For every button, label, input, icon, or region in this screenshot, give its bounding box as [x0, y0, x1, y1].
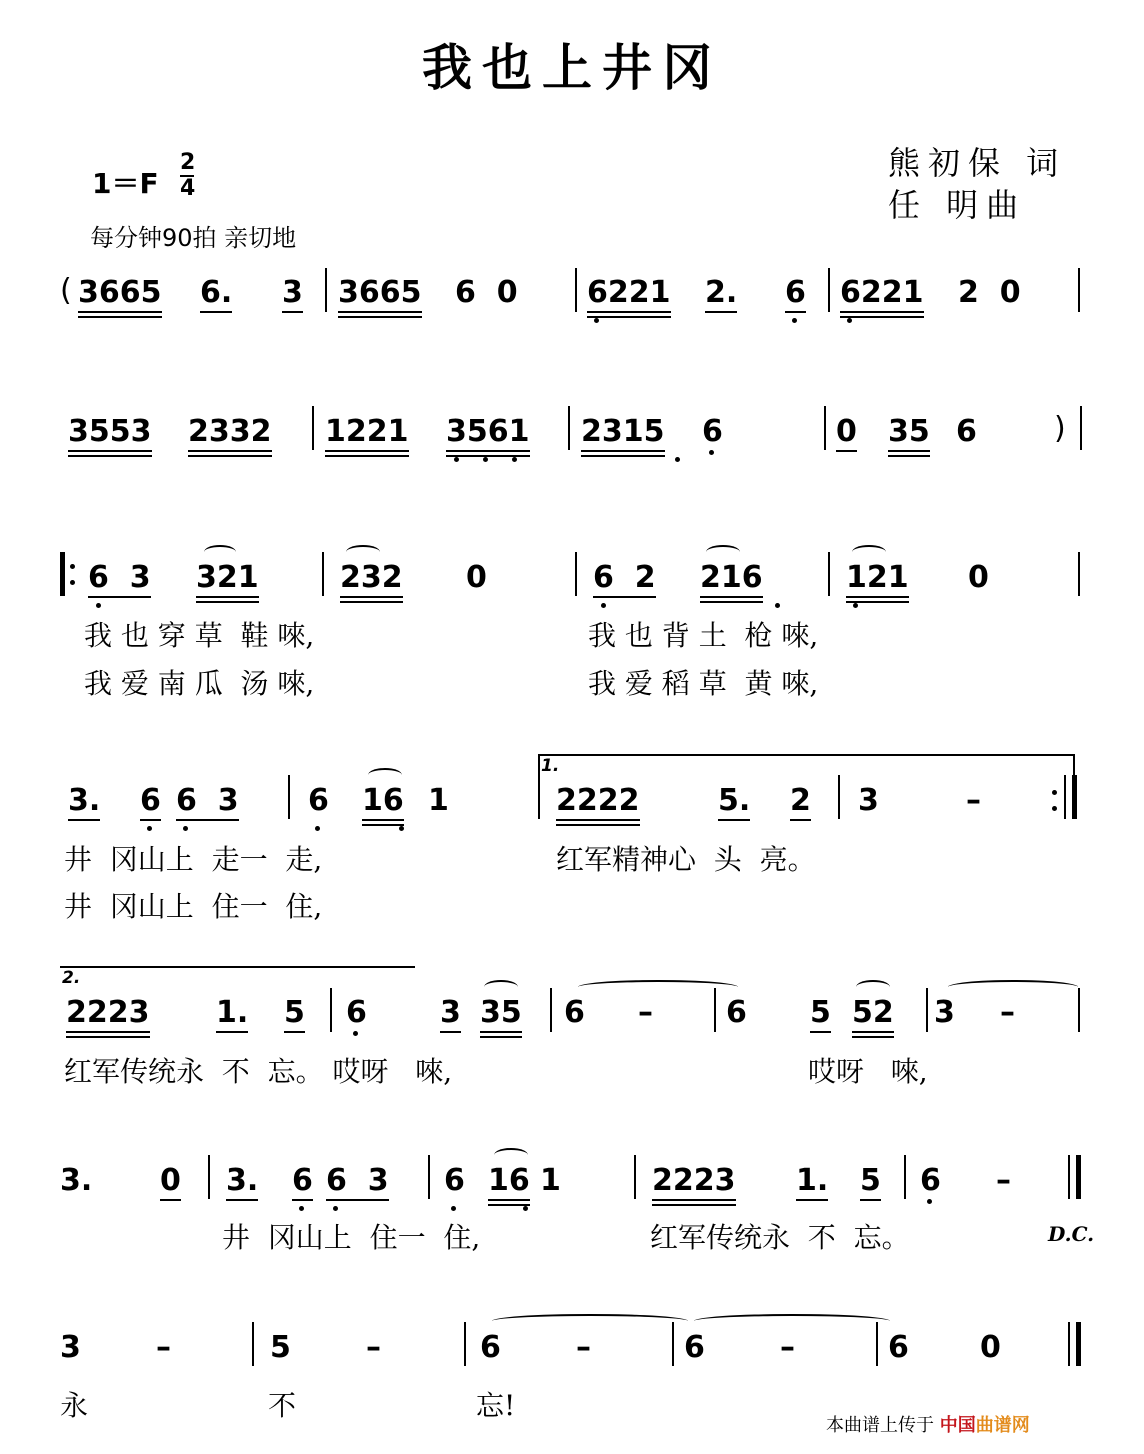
- note-group: 1221: [325, 414, 409, 449]
- note-group: 16: [488, 1163, 530, 1198]
- lyric-line5-a: 红军传统永 不 忘。 哎呀 唻,: [64, 1055, 453, 1088]
- note-group: –: [780, 1330, 795, 1365]
- note-group: –: [966, 783, 981, 818]
- note-group: 6: [956, 414, 977, 449]
- note-group: 6: [702, 414, 723, 449]
- note-group: 6.: [200, 275, 233, 310]
- lyric-line6-a: 井 冈山上 住一 住,: [222, 1221, 481, 1254]
- time-bottom: 4: [180, 176, 196, 201]
- barline: [312, 406, 314, 450]
- ending-2-label: 2.: [62, 968, 81, 988]
- note-group: 121: [846, 560, 909, 595]
- note-group: –: [156, 1330, 171, 1365]
- barline: [904, 1155, 906, 1199]
- note-group: 3.: [226, 1163, 259, 1198]
- barline: [1078, 988, 1080, 1032]
- note-group: 52: [852, 995, 894, 1030]
- note-group: 2223: [66, 995, 150, 1030]
- barline: [575, 268, 577, 312]
- note-group: 6 3: [88, 560, 151, 595]
- barline: [428, 1155, 430, 1199]
- note-group: 6221: [587, 275, 671, 310]
- note-group: 6: [726, 995, 747, 1030]
- barline: [1068, 1155, 1070, 1199]
- barline: [1078, 268, 1080, 312]
- note-group: 6 3: [176, 783, 239, 818]
- lyric-line6-b: 红军传统永 不 忘。: [650, 1221, 910, 1254]
- note-group: –: [996, 1163, 1011, 1198]
- note-group: 3561: [446, 414, 530, 449]
- note-group: 2315: [581, 414, 665, 449]
- composer-credit: 任 明曲: [888, 186, 1027, 224]
- da-capo-mark: D.C.: [1048, 1222, 1095, 1246]
- barline: [550, 988, 552, 1032]
- barline: [1078, 552, 1080, 596]
- note-group: 6: [785, 275, 806, 310]
- lyric-line7-b: 不: [268, 1389, 297, 1422]
- time-signature: [180, 152, 195, 200]
- barline: [538, 775, 540, 819]
- time-top: 2: [180, 150, 196, 175]
- note-group: 6: [292, 1163, 313, 1198]
- note-group: 0: [968, 560, 989, 595]
- song-title: 我也上井冈: [422, 38, 722, 97]
- note-group: 1.: [216, 995, 249, 1030]
- note-group: 6221: [840, 275, 924, 310]
- note-group: 0: [980, 1330, 1001, 1365]
- note-group: 3: [60, 1330, 81, 1365]
- lyricist-credit: 熊初保 词: [888, 144, 1067, 182]
- note-group: 16: [362, 783, 404, 818]
- barline: [828, 268, 830, 312]
- note-group: 6: [564, 995, 585, 1030]
- repeat-start: [60, 552, 65, 596]
- key-label: 1＝F: [92, 167, 159, 200]
- lyric-verse2-b: 我 爱 稻 草 黄 唻,: [588, 667, 819, 700]
- note-group: 3553: [68, 414, 152, 449]
- note-group: 6: [920, 1163, 941, 1198]
- lyric-line5-b: 哎呀 唻,: [808, 1055, 928, 1088]
- lyric-line7-c: 忘!: [476, 1389, 516, 1422]
- footer-logo-red: 中国: [939, 1415, 976, 1436]
- note-group: 3: [858, 783, 879, 818]
- barline: [926, 988, 928, 1032]
- note-group: 1: [540, 1163, 561, 1198]
- note-group: 3665: [78, 275, 162, 310]
- note-group: 2 0: [958, 275, 1021, 310]
- barline: [824, 406, 826, 450]
- repeat-end: [1064, 775, 1066, 819]
- lyric-verse1-a: 我 也 穿 草 鞋 唻,: [84, 619, 315, 652]
- note-group: –: [638, 995, 653, 1030]
- note-group: 3: [934, 995, 955, 1030]
- note-group: 6: [444, 1163, 465, 1198]
- note-group: 6: [888, 1330, 909, 1365]
- note-group: 6: [346, 995, 367, 1030]
- barline: [714, 988, 716, 1032]
- note-group: 216: [700, 560, 763, 595]
- barline: [568, 406, 570, 450]
- barline: [325, 268, 327, 312]
- note-group: 6: [140, 783, 161, 818]
- note-group: –: [1000, 995, 1015, 1030]
- barline: [330, 988, 332, 1032]
- note-group: 321: [196, 560, 259, 595]
- note-group: 1: [428, 783, 449, 818]
- note-group: 35: [480, 995, 522, 1030]
- note-group: 6 3: [326, 1163, 389, 1198]
- ending-1-label: 1.: [541, 756, 560, 776]
- barline: [575, 552, 577, 596]
- tempo-marking: 每分钟90拍 亲切地: [90, 224, 297, 252]
- footer-logo-orange: 曲谱网: [975, 1415, 1030, 1436]
- note-group: 2223: [652, 1163, 736, 1198]
- note-group: 0: [466, 560, 487, 595]
- barline: [252, 1322, 254, 1366]
- open-paren: (: [60, 273, 72, 308]
- ending-1-bracket: [538, 754, 1075, 778]
- note-group: 6: [480, 1330, 501, 1365]
- close-paren: ): [1054, 411, 1066, 446]
- note-group: –: [366, 1330, 381, 1365]
- note-group: 2332: [188, 414, 272, 449]
- barline: [464, 1322, 466, 1366]
- note-group: 0: [160, 1163, 181, 1198]
- barline: [838, 775, 840, 819]
- lyric-line7-a: 永: [60, 1389, 89, 1422]
- note-group: 2.: [705, 275, 738, 310]
- note-group: 2222: [556, 783, 640, 818]
- note-group: 5.: [718, 783, 751, 818]
- note-group: 35: [888, 414, 930, 449]
- note-group: 5: [270, 1330, 291, 1365]
- note-group: 5: [810, 995, 831, 1030]
- note-group: –: [576, 1330, 591, 1365]
- lyric-line4-verse1-a: 井 冈山上 走一 走,: [64, 843, 323, 876]
- note-group: 232: [340, 560, 403, 595]
- note-group: 3665: [338, 275, 422, 310]
- note-group: 3.: [68, 783, 101, 818]
- note-group: 0: [836, 414, 857, 449]
- barline: [322, 552, 324, 596]
- note-group: 1.: [796, 1163, 829, 1198]
- note-group: 5: [284, 995, 305, 1030]
- note-group: 6 0: [455, 275, 518, 310]
- lyric-line4-verse2-a: 井 冈山上 住一 住,: [64, 890, 323, 923]
- note-group: 6: [684, 1330, 705, 1365]
- note-group: 6 2: [593, 560, 656, 595]
- barline: [876, 1322, 878, 1366]
- lyric-line4-verse1-b: 红军精神心 头 亮。: [556, 843, 816, 876]
- barline: [672, 1322, 674, 1366]
- barline: [208, 1155, 210, 1199]
- note-group: 3: [440, 995, 461, 1030]
- lyric-verse1-b: 我 也 背 土 枪 唻,: [588, 619, 819, 652]
- note-group: 2: [790, 783, 811, 818]
- barline: [828, 552, 830, 596]
- note-group: 5: [860, 1163, 881, 1198]
- note-group: 6: [308, 783, 329, 818]
- barline: [1068, 1322, 1070, 1366]
- footer-text: 本曲谱上传于: [826, 1415, 934, 1436]
- ending-2-bracket: [60, 966, 415, 990]
- barline: [634, 1155, 636, 1199]
- key-signature: [92, 150, 196, 202]
- lyric-verse2-a: 我 爱 南 瓜 汤 唻,: [84, 667, 315, 700]
- barline: [288, 775, 290, 819]
- note-group: 3.: [60, 1163, 93, 1198]
- footer-watermark: [826, 1411, 1030, 1437]
- barline: [1080, 406, 1082, 450]
- note-group: 3: [282, 275, 303, 310]
